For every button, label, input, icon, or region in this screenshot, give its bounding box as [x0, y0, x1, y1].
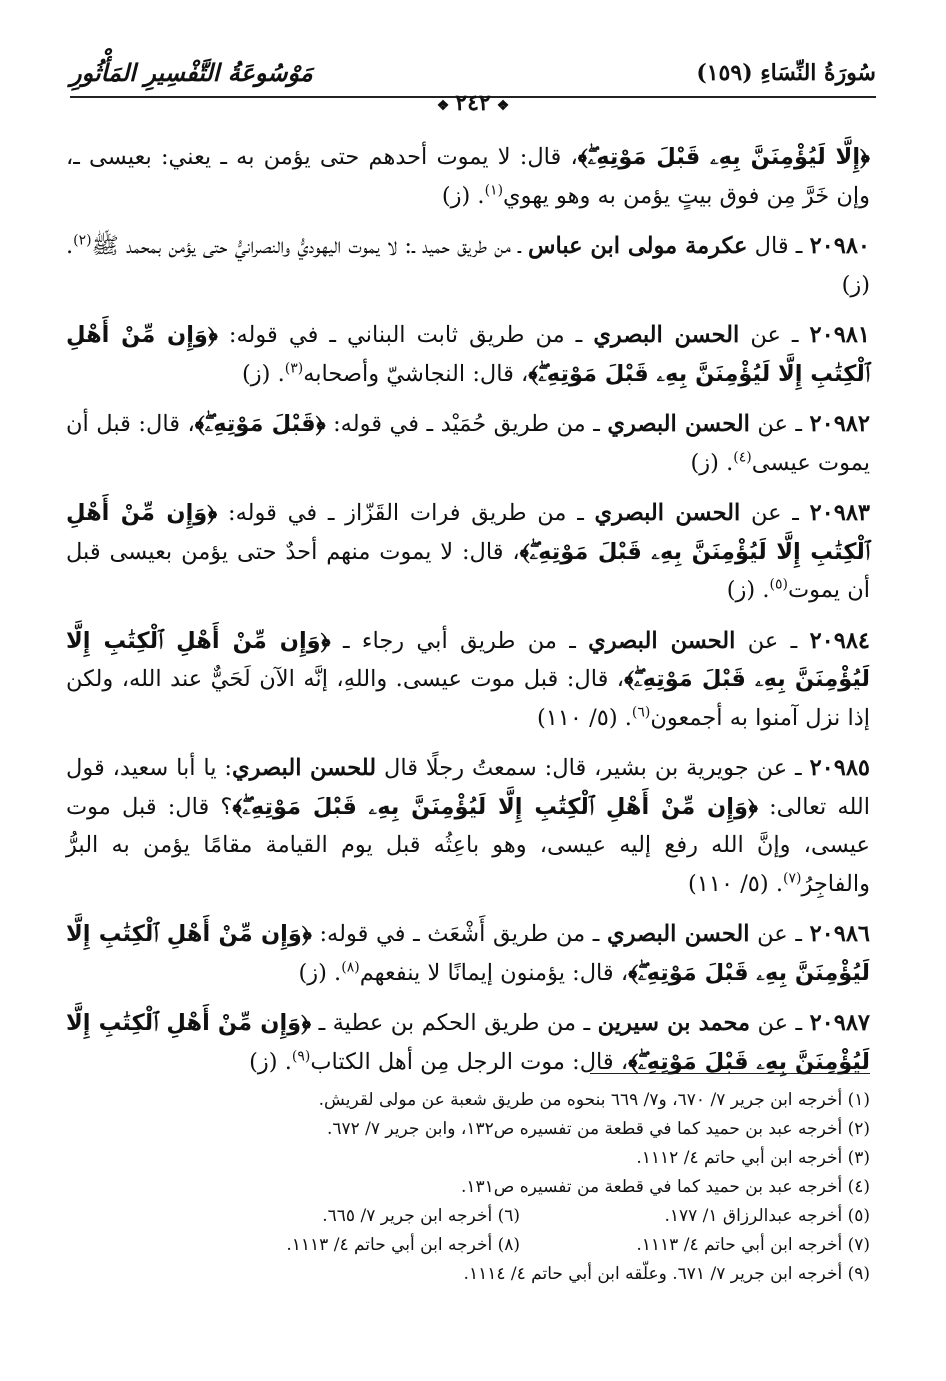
footnote-ref: (١) [484, 182, 504, 198]
quran-quote: ﴿وَإِن مِّنْ أَهْلِ ٱلْكِتَٰبِ إِلَّا لَيُؤْمِنَنَّ بِهِۦ قَبْلَ مَوْتِهِۦۖ﴾ [66, 627, 870, 692]
entry-text: . (٥/ ١١٠) [536, 704, 632, 731]
entry-text: ـ قال [747, 233, 810, 259]
footnote: (٢) أخرجه عبد بن حميد كما في قطعة من تفسيره ص١٣٢، وابن جرير ٧/ ٦٧٢. [326, 1119, 870, 1139]
entry-text: ، قال: موت الرجل مِن أهل الكتاب [310, 1048, 629, 1075]
entry-text: . (ز) [690, 449, 734, 476]
quran-quote: ﴿إِلَّا لَيُؤْمِنَنَّ بِهِۦ قَبْلَ مَوْتِهِۦۖ﴾ [577, 144, 870, 170]
entry-text: ، قال: قبل أن يموت عيسى [66, 411, 870, 476]
list-item [66, 316, 870, 393]
entry-text: ـ من طريق أبي رجاء ـ [330, 627, 589, 654]
footnote-row [66, 1202, 870, 1231]
narrator-name: الحسن البصري [607, 411, 750, 437]
quran-quote: ﴿وَإِن مِّنْ أَهْلِ ٱلْكِتَٰبِ إِلَّا لَيُؤْمِنَنَّ بِهِۦ قَبْلَ مَوْتِهِۦۖ﴾ [66, 500, 871, 565]
entry-text: ، قال: قبل موت عيسى. واللهِ، إنَّه الآن لَحَيٌّ عند الله، ولكن إذا نزل آمنوا به أجمعون [66, 666, 870, 731]
footnotes [66, 1086, 870, 1289]
entry-text: : يا أبا سعيد، قول الله تعالى: [66, 755, 870, 820]
footnote-ref: (٥) [769, 576, 788, 593]
entry-text: ، قال: يؤمنون إيمانًا لا ينفعهم [359, 959, 629, 986]
narrator-name: الحسن البصري [594, 500, 741, 526]
entry-text: . (ز) [242, 360, 285, 387]
entry-number: ٢٠٩٨١ [809, 322, 870, 348]
quran-quote: ﴿وَإِن مِّنْ أَهْلِ ٱلْكِتَٰبِ إِلَّا لَيُؤْمِنَنَّ بِهِۦ قَبْلَ مَوْتِهِۦۖ﴾ [66, 1010, 870, 1075]
quran-quote: ﴿وَإِن مِّنْ أَهْلِ ٱلْكِتَٰبِ إِلَّا لَيُؤْمِنَنَّ بِهِۦ قَبْلَ مَوْتِهِۦۖ﴾ [232, 793, 758, 820]
footnote-row [66, 1231, 870, 1260]
entry-text: ـ عن [749, 411, 810, 437]
entry-text: . (ز) [441, 182, 485, 209]
entry-number: ٢٠٩٨٥ [809, 755, 870, 781]
entry-text: . (ز) [249, 1048, 292, 1075]
entry-text: ـ من طريق فرات القَزّاز ـ في قوله: [217, 500, 595, 526]
entry-text: ـ عن [750, 1010, 810, 1036]
list-item [66, 915, 870, 992]
entry-text: ، قال: لا يموت منهم أحدٌ حتى يؤمن بعيسى قبل أن يموت [66, 538, 870, 603]
entry-text: . (ز) [726, 577, 770, 603]
entry-number: ٢٠٩٨٧ [809, 1010, 871, 1036]
entry-text: . (٥/ ١١٠) [688, 870, 783, 897]
footnote-ref: (٤) [733, 449, 752, 465]
entry-text: . (ز) [66, 233, 870, 298]
footnote: (٩) أخرجه ابن جرير ٧/ ٦٧١. وعلّقه ابن أبي حاتم ٤/ ١١١٤. [463, 1264, 870, 1284]
entry-text: ، قال: لا يموت أحدهم حتى يؤمن به ـ يعني: بعيسى ـ، وإن خَرَّ مِن فوق بيتٍ يؤمن به وهو يهوي [66, 144, 870, 209]
entry-text: . (ز) [298, 959, 342, 986]
footnote: (٨) أخرجه ابن أبي حاتم ٤/ ١١١٣. [286, 1235, 520, 1255]
quran-quote: ﴿وَإِن مِّنْ أَهْلِ ٱلْكِتَٰبِ إِلَّا لَيُؤْمِنَنَّ بِهِۦ قَبْلَ مَوْتِهِۦۖ﴾ [66, 921, 870, 986]
entry-text: ـ عن [739, 322, 810, 348]
footnote: (٥) أخرجه عبدالرزاق ١/ ١٧٧. [664, 1206, 870, 1226]
footnote-ref: (٦) [631, 704, 651, 720]
entry-text: ـ عن جويرية بن بشير، قال: سمعتُ رجلًا قال [376, 755, 810, 781]
footnote-ref: (٣) [284, 360, 304, 376]
surah-title: سُورَةُ النِّسَاءِ (١٥٩) [696, 60, 876, 86]
narrator-name: محمد بن سيرين [597, 1010, 751, 1036]
footnote-ref: (٨) [341, 959, 360, 975]
entry-text: ـ عن [749, 921, 810, 947]
entry-text: ـ من طريق الحكم بن عطية ـ [311, 1010, 598, 1036]
page-number [0, 90, 946, 116]
list-item [66, 622, 870, 738]
entry-number: ٢٠٩٨٠ [809, 233, 870, 259]
entry-text: ـ من طريق حميد ـ: لا يموت اليهوديُّ والنصرانيُّ حتى يؤمن بمحمد ﷺ [91, 233, 529, 259]
main-text [66, 138, 870, 1093]
entry-text: ، قال: النجاشيّ وأصحابه [303, 360, 529, 387]
narrator-name: للحسن البصري [232, 755, 377, 781]
ornament-icon: ❖ [496, 98, 510, 114]
quran-quote: ﴿وَإِن مِّنْ أَهْلِ ٱلْكِتَٰبِ إِلَّا لَيُؤْمِنَنَّ بِهِۦ قَبْلَ مَوْتِهِۦۖ﴾ [66, 322, 870, 387]
footnote: (٤) أخرجه عبد بن حميد كما في قطعة من تفسيره ص١٣١. [460, 1177, 870, 1197]
narrator-name: الحسن البصري [606, 921, 750, 947]
list-item [66, 749, 870, 903]
entry-text: ـ من طريق أَشْعَث ـ في قوله: [311, 921, 607, 947]
footnote-ref: (٧) [782, 870, 802, 886]
entry-text: ـ من طريق ثابت البناني ـ في قوله: [217, 322, 594, 348]
narrator-name: الحسن البصري [588, 627, 736, 654]
book-title: مَوْسُوعَةُ التَّفْسِيرِ المَأْثُورِ [70, 58, 313, 87]
narrator-name: عكرمة مولى ابن عباس [528, 233, 748, 259]
footnote: (٦) أخرجه ابن جرير ٧/ ٦٦٥. [322, 1206, 520, 1226]
list-item [66, 138, 870, 215]
entry-text: ـ عن [740, 500, 810, 526]
entry-text: ـ عن [735, 627, 810, 654]
footnote: (٣) أخرجه ابن أبي حاتم ٤/ ١١١٢. [636, 1148, 870, 1168]
footnote: (٧) أخرجه ابن أبي حاتم ٤/ ١١١٣. [636, 1235, 870, 1255]
entry-number: ٢٠٩٨٢ [809, 411, 870, 437]
list-item [66, 1004, 870, 1081]
entry-number: ٢٠٩٨٦ [809, 921, 870, 947]
list-item [66, 227, 870, 304]
page-number-value: ٢٤٢ [455, 90, 491, 116]
list-item [66, 405, 870, 482]
entry-number: ٢٠٩٨٣ [809, 500, 870, 526]
footnote: (١) أخرجه ابن جرير ٧/ ٦٧٠، و٧/ ٦٦٩ بنحوه من طريق شعبة عن مولى لقريش. [318, 1090, 870, 1110]
entry-number: ٢٠٩٨٤ [809, 627, 870, 654]
footnote-divider [590, 1073, 870, 1074]
entry-text: ؟ قال: قبل موت عيسى، وإنَّ الله رفع إليه عيسى، وهو باعِثُه قبل يوم القيامة مقامًا يؤمن به البرُّ والفاجِرُ [66, 793, 870, 897]
list-item [66, 494, 870, 610]
entry-text: ـ من طريق حُمَيْد ـ في قوله: [325, 411, 608, 437]
narrator-name: الحسن البصري [593, 322, 740, 348]
quran-quote: ﴿قَبْلَ مَوْتِهِۦۖ﴾ [194, 411, 326, 437]
ornament-icon: ❖ [436, 98, 450, 114]
footnote-ref: (٢) [73, 232, 92, 249]
footnote-ref: (٩) [291, 1048, 311, 1064]
